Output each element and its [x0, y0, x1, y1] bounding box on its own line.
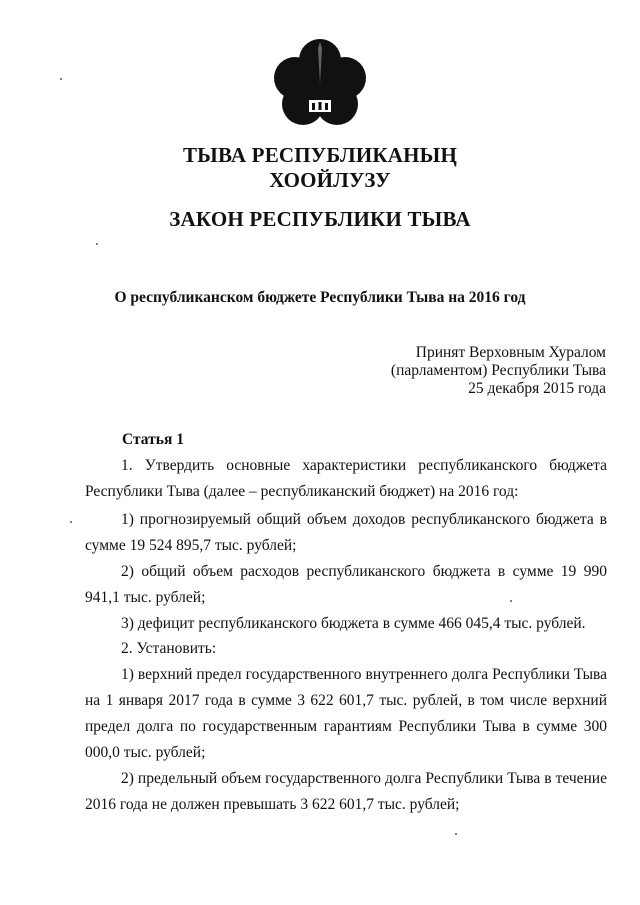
header-line-republic: ТЫВА РЕСПУБЛИКАНЫҢ	[182, 143, 458, 167]
law-title: ЗАКОН РЕСПУБЛИКИ ТЫВА	[169, 207, 471, 231]
article-paragraph: 2) предельный объем государственного долга Республики Тыва в течение 2016 года не должен превышать 3 622 601,7 тыс. рублей;	[85, 770, 607, 813]
article-paragraph: 1) прогнозируемый общий объем доходов республиканского бюджета в сумме 19 524 895,7 тыс. рублей;	[85, 511, 607, 554]
article-paragraph: 3) дефицит республиканского бюджета в сумме 466 045,4 тыс. рублей.	[121, 615, 586, 632]
header-line-law: ХООЙЛУЗУ	[269, 168, 391, 192]
adoption-line-2: (парламентом) Республики Тыва	[390, 362, 606, 379]
scan-speck	[70, 521, 72, 523]
article-paragraph: 1. Утвердить основные характеристики республиканского бюджета Республики Тыва (далее – республиканский бюджет) на 2016 год:	[85, 457, 607, 500]
law-subject-title: О республиканском бюджете Республики Тыва на 2016 год	[114, 289, 526, 306]
tuva-coat-of-arms-icon	[271, 38, 369, 128]
adoption-line-1: Принят Верховным Хуралом	[415, 344, 606, 361]
scan-speck	[455, 833, 457, 835]
adoption-note	[391, 344, 606, 398]
article-paragraph: 1) верхний предел государственного внутреннего долга Республики Тыва на 1 января 2017 года в сумме 3 622 601,7 тыс. рублей, в том числе верхний предел долга по государственным гарантиям Республики Тыва в сумме 300 000,0 тыс. рублей;	[85, 666, 607, 761]
scan-speck	[60, 78, 62, 80]
article-paragraph: 2. Установить:	[121, 640, 217, 657]
scan-speck	[96, 243, 98, 245]
article-heading: Статья 1	[122, 431, 184, 448]
article-paragraph: 2) общий объем расходов республиканского бюджета в сумме 19 990 941,1 тыс. рублей;	[85, 563, 607, 606]
adoption-date: 25 декабря 2015 года	[468, 380, 606, 397]
scan-speck	[510, 600, 512, 602]
